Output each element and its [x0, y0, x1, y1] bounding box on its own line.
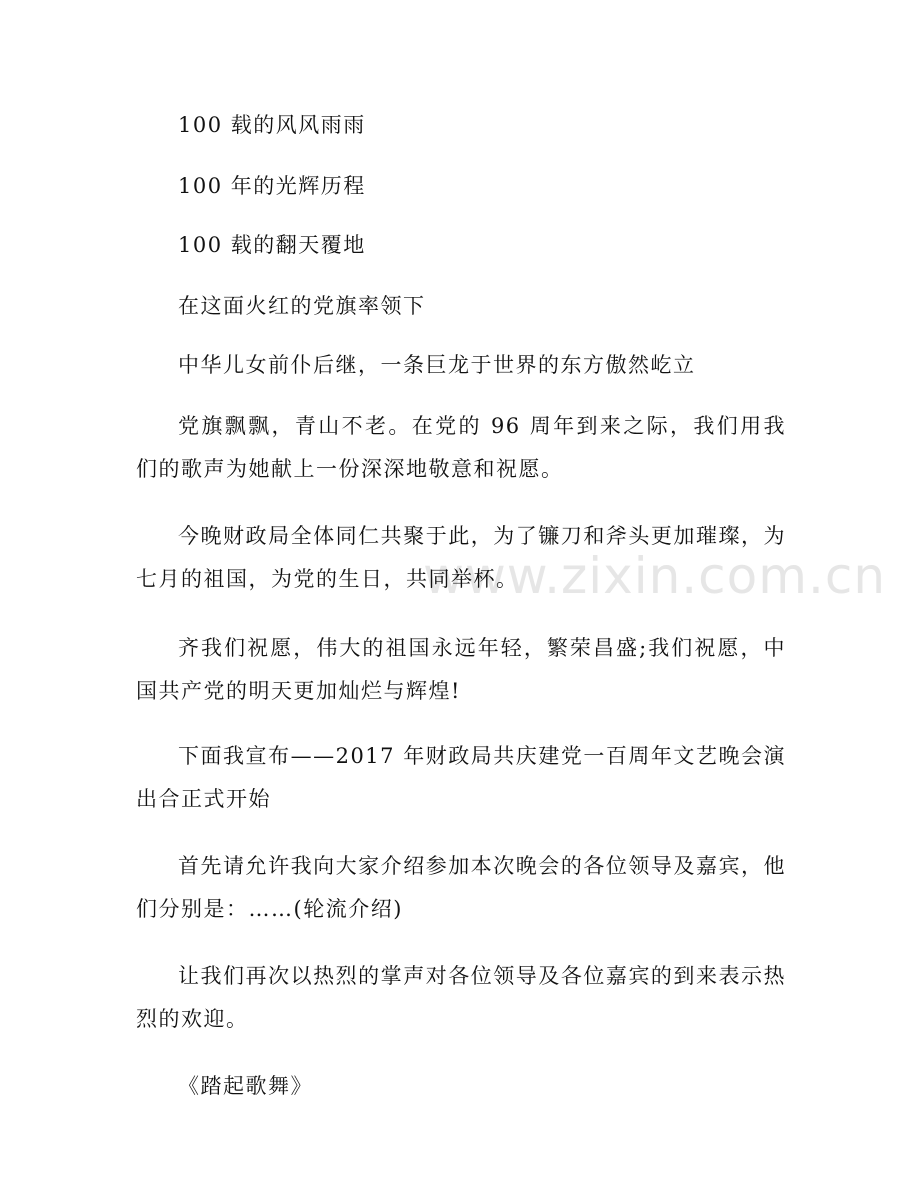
paragraph-10: 首先请允许我向大家介绍参加本次晚会的各位领导及嘉宾，他们分别是：……(轮流介绍)	[136, 854, 786, 921]
paragraph-7: 今晚财政局全体同仁共聚于此，为了镰刀和斧头更加璀璨，为七月的祖国，为党的生日，共同举杯。	[136, 524, 786, 591]
paragraph-5: 中华儿女前仆后继，一条巨龙于世界的东方傲然屹立	[178, 353, 696, 377]
paragraph-6: 党旗飘飘，青山不老。在党的 96 周年到来之际，我们用我们的歌声为她献上一份深深地敬意和祝愿。	[136, 414, 786, 481]
paragraph-8: 齐我们祝愿，伟大的祖国永远年轻，繁荣昌盛;我们祝愿，中国共产党的明天更加灿烂与辉煌!	[136, 636, 786, 703]
paragraph-4: 在这面火红的党旗率领下	[178, 294, 426, 318]
paragraph-3: 100 载的翻天覆地	[178, 233, 366, 257]
document-body	[136, 104, 786, 1108]
paragraph-12: 《踏起歌舞》	[178, 1074, 313, 1098]
paragraph-2: 100 年的光辉历程	[178, 174, 366, 198]
paragraph-1: 100 载的风风雨雨	[178, 113, 366, 137]
paragraph-9: 下面我宣布——2017 年财政局共庆建党一百周年文艺晚会演出合正式开始	[136, 744, 786, 811]
watermark-text: www.zixin.com.cn	[423, 547, 887, 605]
paragraph-11: 让我们再次以热烈的掌声对各位领导及各位嘉宾的到来表示热烈的欢迎。	[136, 964, 786, 1031]
